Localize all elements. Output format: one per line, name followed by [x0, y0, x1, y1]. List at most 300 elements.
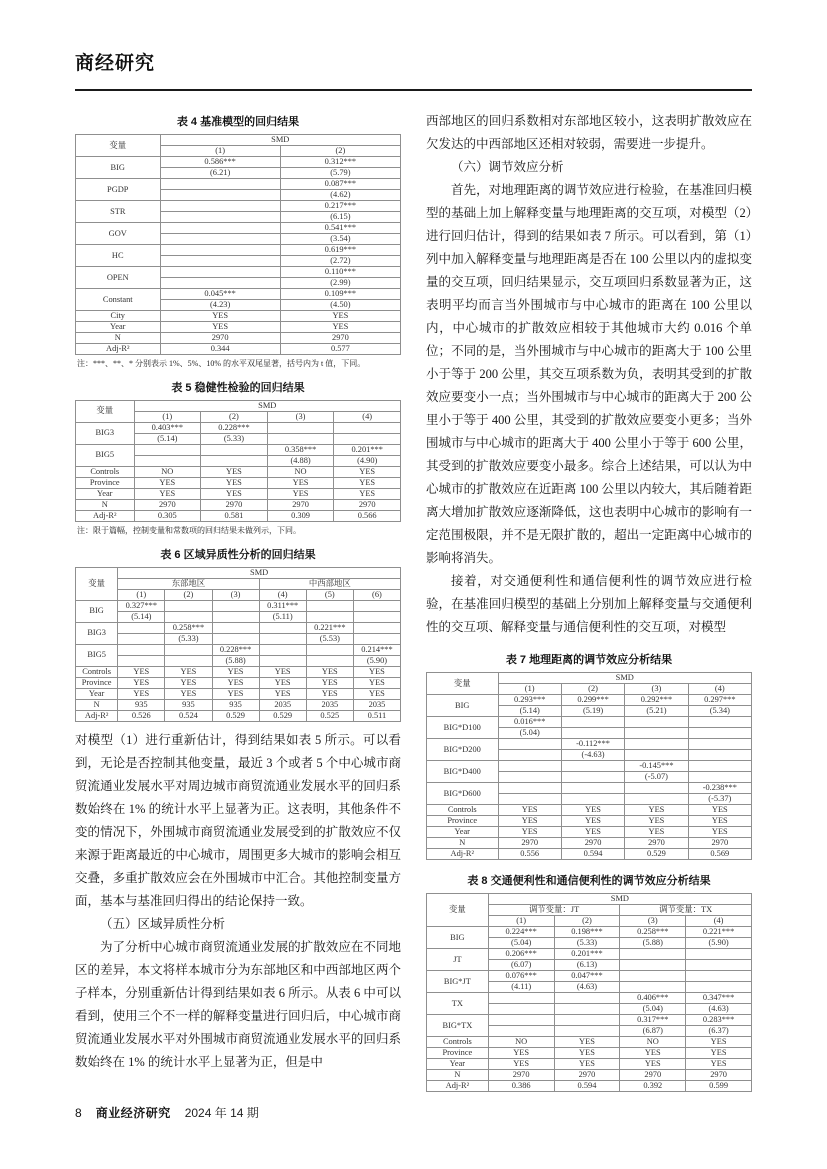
table-cell: 0.594 [561, 849, 624, 860]
table-cell: YES [165, 688, 212, 699]
table-cell: City [76, 311, 161, 322]
table-cell: YES [686, 1059, 752, 1070]
table-cell: (6.21) [160, 168, 280, 179]
table-cell [488, 1004, 554, 1015]
table-cell: 0.566 [334, 510, 401, 521]
table-cell: NO [267, 466, 334, 477]
table-cell: 0.293*** [498, 695, 561, 706]
table-cell [306, 611, 353, 622]
table-cell [306, 600, 353, 611]
table-cell: Year [76, 688, 118, 699]
table-cell: YES [267, 477, 334, 488]
table-cell: 0.524 [165, 710, 212, 721]
table-cell: (5.34) [688, 706, 751, 717]
table-cell [306, 644, 353, 655]
table4-title: 表 4 基准模型的回归结果 [176, 116, 300, 128]
table-cell: 0.228*** [212, 644, 259, 655]
table-cell [165, 611, 212, 622]
table-cell [498, 783, 561, 794]
table-cell: Year [427, 827, 499, 838]
table-cell: BIG [76, 600, 118, 622]
table-cell [353, 600, 400, 611]
table-cell: YES [306, 688, 353, 699]
table-cell: YES [259, 677, 306, 688]
table-cell: (2) [554, 916, 620, 927]
table-cell: (1) [488, 916, 554, 927]
table-cell: Province [76, 477, 135, 488]
table-cell: (4.63) [686, 1004, 752, 1015]
table-cell: YES [201, 466, 268, 477]
table-cell: YES [488, 1059, 554, 1070]
table-cell: (5.14) [134, 433, 201, 444]
table-cell: 0.556 [498, 849, 561, 860]
table-cell: Year [76, 322, 161, 333]
table-cell: 调节变量：TX [620, 905, 752, 916]
table-cell [212, 611, 259, 622]
table-cell: YES [201, 488, 268, 499]
table-cell [160, 256, 280, 267]
table-cell [688, 750, 751, 761]
table-cell [561, 772, 624, 783]
table-cell: 935 [212, 699, 259, 710]
table-cell [688, 772, 751, 783]
table-cell: 0.327*** [118, 600, 165, 611]
table4 [75, 134, 401, 355]
table-cell: YES [280, 311, 400, 322]
table-cell [620, 960, 686, 971]
table-cell: YES [212, 677, 259, 688]
table-cell: Adj-R² [427, 849, 499, 860]
table-cell: YES [334, 477, 401, 488]
table-cell: (4.88) [267, 455, 334, 466]
table-cell [498, 772, 561, 783]
table-cell: NO [134, 466, 201, 477]
table-cell: 0.344 [160, 344, 280, 355]
table-cell: (4) [688, 684, 751, 695]
table-cell: (-5.37) [688, 794, 751, 805]
table-cell [353, 633, 400, 644]
table-cell: YES [620, 1048, 686, 1059]
table-cell: 2035 [306, 699, 353, 710]
table-cell: YES [134, 488, 201, 499]
table-cell: (4) [259, 589, 306, 600]
table-cell: BIG*D400 [427, 761, 499, 783]
table-cell: 0.525 [306, 710, 353, 721]
table-cell: Adj-R² [427, 1081, 489, 1092]
table-cell: YES [160, 322, 280, 333]
table-cell: PGDP [76, 179, 161, 201]
table-cell [165, 600, 212, 611]
table-cell: N [76, 499, 135, 510]
table-cell: Province [427, 816, 499, 827]
table-cell: YES [212, 688, 259, 699]
table-cell: 0.221*** [686, 927, 752, 938]
table-cell [165, 655, 212, 666]
table-cell: (5.04) [498, 728, 561, 739]
paragraph: 首先，对地理距离的调节效应进行检验，在基准回归模型的基础上加上解释变量与地理距离的交互项，对模型（2）进行回归估计，得到的结果如表 7 所示。可以看到，第（1）列中加入解释变量与地理距离是否在 100 公里以内的虚拟变量的交互项，回归结果显示，交互项回归系数显著为正，这表明平均而言当外围城市与中心城市的距离在 100 公里以内，中心城市的扩散效应相较于其他城市大约 0.016 个单位；不同的是，当外围城市与中心城市的距离大于 100 公里小于等于 200 公里，其交互项系数为负，表明其受到的扩散效应要变小一点；当外围城市与中心城市的距离大于 200 公里小于等于 400 公里，其受到的扩散效应要变小更多；当外围城市与中心城市的距离大于 400 公里小于等于 600 公里，其受到的扩散效应要变小最多。综合上述结果，可以认为中心城市的扩散效应在近距离 100 公里以内较大，其后随着距离大增加扩散效应逐渐降低，这也表明中心城市的影响有一定范围极限，并不是无限扩散的，超出一定距离中心城市的影响将消失。 [426, 183, 752, 565]
table-cell [160, 278, 280, 289]
table-cell: YES [201, 477, 268, 488]
table-cell: -0.238*** [688, 783, 751, 794]
table-cell: HC [76, 245, 161, 267]
table-cell: (5.88) [620, 938, 686, 949]
table-cell: (2) [165, 589, 212, 600]
table-cell [620, 971, 686, 982]
table6 [75, 567, 401, 722]
table-cell [259, 622, 306, 633]
table-cell: YES [306, 677, 353, 688]
table-cell: 0.586*** [160, 157, 280, 168]
table-cell [118, 633, 165, 644]
table-cell: 0.283*** [686, 1015, 752, 1026]
table-cell: 东部地区 [118, 578, 259, 589]
table-cell: 2970 [334, 499, 401, 510]
table-cell [267, 433, 334, 444]
table-cell: SMD [134, 400, 401, 411]
table-cell [488, 1015, 554, 1026]
table-cell: (1) [498, 684, 561, 695]
table-cell [554, 1026, 620, 1037]
table-cell [561, 761, 624, 772]
table-cell: 935 [118, 699, 165, 710]
table-cell: BIG3 [76, 422, 135, 444]
table-cell: (4) [686, 916, 752, 927]
table-cell: YES [488, 1048, 554, 1059]
table-cell [160, 212, 280, 223]
table-cell: YES [267, 488, 334, 499]
table-cell: 0.047*** [554, 971, 620, 982]
table-cell: 0.214*** [353, 644, 400, 655]
table-cell: (4.90) [334, 455, 401, 466]
paragraph: 接着，对交通便利性和通信便利性的调节效应进行检验，在基准回归模型的基础上分别加上解释变量与交通便利性的交互项、解释变量与通信便利性的交互项，对模型 [426, 574, 752, 634]
table-cell [212, 622, 259, 633]
table-cell [134, 455, 201, 466]
table-cell: BIG3 [76, 622, 118, 644]
table-cell: JT [427, 949, 489, 971]
table-cell [498, 750, 561, 761]
table-cell: 0.358*** [267, 444, 334, 455]
table-cell: 0.045*** [160, 289, 280, 300]
table-cell: 0.292*** [625, 695, 688, 706]
table-cell: BIG5 [76, 644, 118, 666]
table-cell [686, 971, 752, 982]
table7-title: 表 7 地理距离的调节效应分析结果 [505, 654, 673, 666]
right-text-block [426, 110, 752, 639]
table-cell: (2) [280, 146, 400, 157]
table-cell: BIG5 [76, 444, 135, 466]
table-cell [212, 633, 259, 644]
spacer [426, 860, 752, 869]
table7 [426, 672, 752, 860]
table-cell [625, 794, 688, 805]
table-cell: 0.529 [259, 710, 306, 721]
table-cell: Year [427, 1059, 489, 1070]
table-cell: YES [498, 816, 561, 827]
table-cell: 变量 [76, 135, 161, 157]
table-cell: 0.312*** [280, 157, 400, 168]
table-cell: YES [498, 805, 561, 816]
table-cell: YES [688, 805, 751, 816]
table-cell [686, 960, 752, 971]
table-cell: (-4.63) [561, 750, 624, 761]
table-cell: (5.04) [488, 938, 554, 949]
table-cell: YES [625, 805, 688, 816]
table-cell: 0.619*** [280, 245, 400, 256]
table-cell [160, 190, 280, 201]
table-cell [118, 622, 165, 633]
table-cell: (5.90) [686, 938, 752, 949]
table-cell [165, 644, 212, 655]
table-cell [488, 993, 554, 1004]
table-cell: 0.309 [267, 510, 334, 521]
table-cell: 0.403*** [134, 422, 201, 433]
table-cell: (5.33) [554, 938, 620, 949]
table-cell: Controls [427, 805, 499, 816]
table-cell: 变量 [427, 673, 499, 695]
section-title: 商经研究 [75, 53, 156, 74]
table-cell [561, 728, 624, 739]
table-cell: 2970 [688, 838, 751, 849]
table-cell: YES [498, 827, 561, 838]
table-cell: 2970 [488, 1070, 554, 1081]
table-cell [620, 982, 686, 993]
table-cell: (5.14) [498, 706, 561, 717]
table-cell: SMD [488, 894, 751, 905]
table-cell: BIG*D100 [427, 717, 499, 739]
table-cell: -0.112*** [561, 739, 624, 750]
table-cell: YES [353, 666, 400, 677]
table-cell [686, 949, 752, 960]
table-cell: 0.258*** [165, 622, 212, 633]
table-cell: TX [427, 993, 489, 1015]
table-cell: 0.297*** [688, 695, 751, 706]
table-cell: (1) [134, 411, 201, 422]
table-cell: YES [625, 816, 688, 827]
table-cell: (4.23) [160, 300, 280, 311]
table-cell: 0.299*** [561, 695, 624, 706]
table-cell: BIG [427, 695, 499, 717]
table-cell: 0.599 [686, 1081, 752, 1092]
table-cell [688, 728, 751, 739]
table-cell: (2) [201, 411, 268, 422]
table-cell: 0.511 [353, 710, 400, 721]
table-cell [212, 600, 259, 611]
table-cell [334, 422, 401, 433]
table-cell: N [76, 333, 161, 344]
table8-title: 表 8 交通便利性和通信便利性的调节效应分析结果 [467, 875, 711, 887]
table-cell: YES [353, 688, 400, 699]
table-cell [686, 982, 752, 993]
table-cell: (4.11) [488, 982, 554, 993]
table-cell [561, 717, 624, 728]
table-cell [625, 728, 688, 739]
table-cell: YES [554, 1037, 620, 1048]
table-cell: (5.19) [561, 706, 624, 717]
table-cell: 0.406*** [620, 993, 686, 1004]
table-cell: (6.37) [686, 1026, 752, 1037]
table-cell: 2970 [160, 333, 280, 344]
table-cell: (6.87) [620, 1026, 686, 1037]
table-cell: Province [76, 677, 118, 688]
table-cell [498, 739, 561, 750]
table-cell: 0.526 [118, 710, 165, 721]
table-cell: YES [688, 816, 751, 827]
table-cell: YES [160, 311, 280, 322]
table-cell: SMD [160, 135, 401, 146]
table-cell: NO [620, 1037, 686, 1048]
table-cell: (3.54) [280, 234, 400, 245]
table-cell: (4) [334, 411, 401, 422]
table-cell: YES [686, 1048, 752, 1059]
table-cell: YES [334, 466, 401, 477]
right-column [426, 110, 752, 1092]
table-cell [561, 794, 624, 805]
table-cell: (5.53) [306, 633, 353, 644]
table-cell [267, 422, 334, 433]
table-cell: 变量 [427, 894, 489, 927]
table-cell: 中西部地区 [259, 578, 400, 589]
table-cell: 0.577 [280, 344, 400, 355]
table-cell: YES [561, 816, 624, 827]
table-cell: 2035 [259, 699, 306, 710]
table-cell: Adj-R² [76, 344, 161, 355]
table-cell: 2970 [686, 1070, 752, 1081]
table-cell: YES [554, 1048, 620, 1059]
table-cell [625, 750, 688, 761]
table-cell: 0.386 [488, 1081, 554, 1092]
table-cell [625, 739, 688, 750]
table-cell: (2) [561, 684, 624, 695]
table-cell: (3) [620, 916, 686, 927]
table-cell: 0.581 [201, 510, 268, 521]
section-heading-5: （五）区域异质性分析 [100, 916, 226, 931]
table-cell: 2970 [561, 838, 624, 849]
table-cell: N [76, 699, 118, 710]
table-cell: NO [488, 1037, 554, 1048]
table-cell: (4.50) [280, 300, 400, 311]
table-cell: YES [554, 1059, 620, 1070]
table-cell: Year [76, 488, 135, 499]
table-cell: 2970 [554, 1070, 620, 1081]
table-cell [118, 644, 165, 655]
table-cell: (4.62) [280, 190, 400, 201]
table-cell: -0.145*** [625, 761, 688, 772]
table-cell [554, 993, 620, 1004]
spacer [426, 639, 752, 648]
table-cell: BIG*JT [427, 971, 489, 993]
table-cell: 2970 [134, 499, 201, 510]
table-cell: (1) [118, 589, 165, 600]
table-cell [160, 223, 280, 234]
table-cell [625, 717, 688, 728]
table-cell: 0.311*** [259, 600, 306, 611]
table-cell: YES [620, 1059, 686, 1070]
table-cell [561, 783, 624, 794]
table-cell: 0.228*** [201, 422, 268, 433]
table-cell: 0.392 [620, 1081, 686, 1092]
table-cell: 2970 [625, 838, 688, 849]
table-cell [625, 783, 688, 794]
table-cell: YES [259, 688, 306, 699]
table-cell: BIG [76, 157, 161, 179]
table-cell [554, 1004, 620, 1015]
table-cell: YES [561, 827, 624, 838]
table-cell: (5.79) [280, 168, 400, 179]
left-text-block [75, 729, 401, 1074]
table-cell: N [427, 1070, 489, 1081]
table-cell: YES [118, 666, 165, 677]
table-cell: 0.076*** [488, 971, 554, 982]
table-cell [134, 444, 201, 455]
table-cell: (6.13) [554, 960, 620, 971]
table-cell [160, 267, 280, 278]
table-cell: 0.541*** [280, 223, 400, 234]
table-cell: (1) [160, 146, 280, 157]
table-cell: 变量 [76, 400, 135, 422]
table-cell: N [427, 838, 499, 849]
table-cell: (-5.07) [625, 772, 688, 783]
table6-title: 表 6 区域异质性分析的回归结果 [160, 548, 316, 561]
table-cell: 调节变量：JT [488, 905, 620, 916]
table-cell: OPEN [76, 267, 161, 289]
table-cell [259, 655, 306, 666]
table-cell: (5.14) [118, 611, 165, 622]
table-cell: (5.88) [212, 655, 259, 666]
table-cell: 935 [165, 699, 212, 710]
table-cell: BIG [427, 927, 489, 949]
table-cell [306, 655, 353, 666]
table-cell: BIG*D200 [427, 739, 499, 761]
table-cell: 2970 [201, 499, 268, 510]
table-cell: 0.258*** [620, 927, 686, 938]
table-cell [201, 455, 268, 466]
table-cell: 0.224*** [488, 927, 554, 938]
section-heading-6: （六）调节效应分析 [451, 160, 564, 174]
table-cell: YES [212, 666, 259, 677]
table-cell: 0.529 [212, 710, 259, 721]
table-cell: (4.63) [554, 982, 620, 993]
table-cell: YES [165, 666, 212, 677]
table4-note: 注：***、**、* 分别表示 1%、5%、10% 的水平双尾显著，括号内为 t 值，下同。 [77, 359, 366, 368]
table-cell: (6.15) [280, 212, 400, 223]
table-cell: 2970 [498, 838, 561, 849]
table-cell: YES [165, 677, 212, 688]
table-cell: Adj-R² [76, 510, 135, 521]
table-cell: BIG*TX [427, 1015, 489, 1037]
table-cell: 变量 [76, 567, 118, 600]
paragraph: 为了分析中心城市商贸流通业发展的扩散效应在不同地区的差异，本文将样本城市分为东部地区和中西部地区两个子样本，分别重新估计得到结果如表 6 所示。从表 6 中可以看到，使用三个不一样的解释变量进行回归后，中心城市商贸流通业发展水平对外围城市商贸流通业发展水平的回归系数始终在 1% 的统计水平上显著为正，但是中 [75, 939, 401, 1069]
table-cell: YES [118, 688, 165, 699]
header-rule [75, 89, 752, 91]
table-cell [160, 201, 280, 212]
table-cell: (2.99) [280, 278, 400, 289]
table-cell: SMD [118, 567, 401, 578]
table-cell [353, 622, 400, 633]
table-cell [118, 655, 165, 666]
table-cell [259, 644, 306, 655]
table-cell: GOV [76, 223, 161, 245]
table-cell: Controls [76, 466, 135, 477]
table8 [426, 893, 752, 1092]
table-cell [688, 717, 751, 728]
table-cell [498, 794, 561, 805]
table-cell: 0.201*** [554, 949, 620, 960]
table-cell: (2.72) [280, 256, 400, 267]
table-cell [688, 739, 751, 750]
table-cell: STR [76, 201, 161, 223]
table-cell [488, 1026, 554, 1037]
table-cell: 0.016*** [498, 717, 561, 728]
